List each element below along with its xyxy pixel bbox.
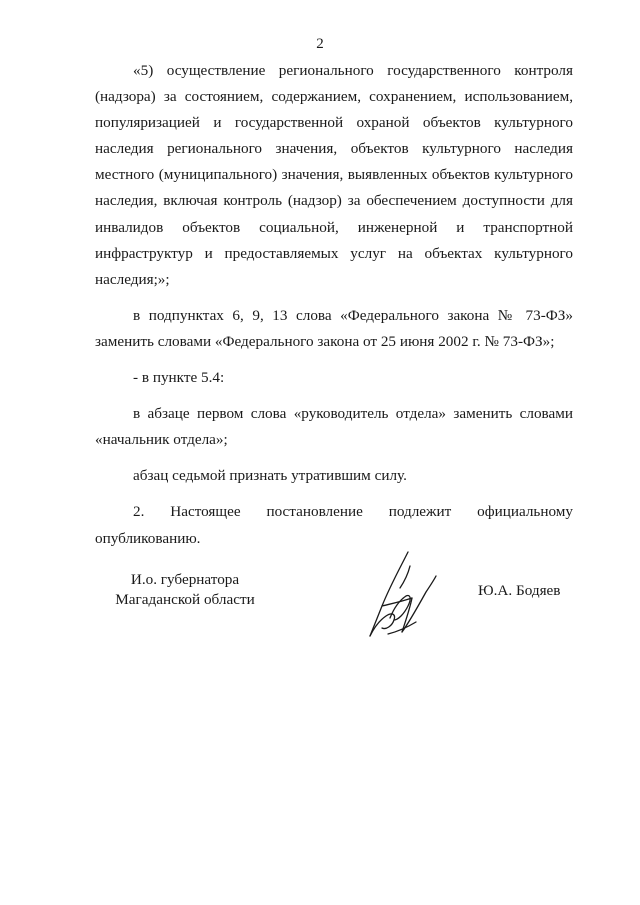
paragraph-seventh-abzac: абзац седьмой признать утратившим силу. [133,467,407,485]
document-body [95,58,573,552]
signatory-title-line2: Магаданской области [115,591,255,608]
paragraph-first-abzac: в абзаце первом слова «руководитель отдела» заменить словами «начальник отдела»; [95,405,573,449]
paragraph-point-5-4: - в пункте 5.4: [133,369,225,387]
page-number: 2 [316,36,324,52]
handwritten-signature-icon [360,548,440,658]
signatory-title-line1: И.о. губернатора [130,571,240,588]
paragraph-item-5: «5) осуществление регионального государственного контроля (надзора) за состоянием, содержанием, сохранением, использованием, популяризацией и государственной охраной объектов культурного наследия регионального значения, объектов культурного наследия местного (муниципального) значения, выявленных объектов культурного наследия, включая контроль (надзор) за обеспечением доступности для инвалидов объектов социальной, инженерной и транспортной инфраструктур и предоставляемых услуг на объектах культурного наследия;»; [95,62,573,288]
signatory-title [105,570,265,610]
paragraph-publication: 2. Настоящее постановление подлежит официальному опубликованию. [95,503,573,547]
paragraph-subpoints-replacement: в подпунктах 6, 9, 13 слова «Федерального закона № 73-ФЗ» заменить словами «Федерального закона от 25 июня 2002 г. № 73-ФЗ»; [95,306,573,350]
signature-block [0,570,640,650]
signatory-name: Ю.А. Бодяев [478,582,561,599]
